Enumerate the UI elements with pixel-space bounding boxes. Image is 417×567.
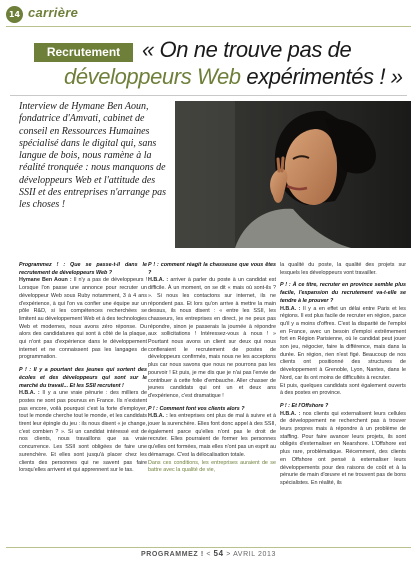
answer-4-continued: Dans ces conditions, les entreprises auraient de se battre avec la qualité de vie,: [148, 459, 276, 474]
answer-4: H.B.A. : les entreprises ont plus de mal à suivre et à jouer la surenchère. Elles font donc appel à des SSII, également parce qu'elles n'ont pas le droit de recruter. Elles pourraient de former les personnes qu'elles ont formées, mais elles n'ont pas un esprit au démarrage. C'est la délocalisation totale.: [148, 413, 276, 458]
intro-paragraph: Interview de Hymane Ben Aoun, fondatrice d'Amvati, cabinet de conseil en Ressources Humaines spécialisé dans le digital qui, sans langue de bois, nous ramène à la réalité tronquée : nous manquons de développeurs Web et l'attitude des SSII et des entreprises n'arrange pas les choses !: [19, 101, 167, 211]
answer-4-end: la qualité du poste, la qualité des projets sur lesquels les développeurs vont travailler.: [280, 262, 406, 276]
headline-line-1: « On ne trouve pas de: [142, 37, 352, 62]
headline-line-2: [64, 64, 403, 90]
headline-highlight: développeurs Web: [64, 64, 241, 89]
section-title: carrière: [28, 5, 79, 20]
portrait-illustration: [175, 101, 411, 248]
headline-rest: expérimentés ! »: [240, 64, 403, 89]
answer-2: H.B.A. : Il y a une vraie pénurie : des milliers de postes ne sont pas pourvus en France. Ils n'existent pas encore, voilà pourquoi c'est la forte d'employer, tout le monde cherche tout le monde, et les candidats tirent leur épingle du jeu : ils nous disent « je change, c'est combien ? ». Si un candidat intéressé est de nos clients, nous travaillons que sa vraie concurrence. Les SSII sont obligées de faire une surenchère. Et elles sont jusqu'à placer chez les clients des personnes qui ne savent pas faire lorsqu'elles arrivent et qui apprennent sur le tas.: [19, 390, 147, 474]
answer-5-continued: Et puis, quelques candidats sont également ouverts à des postes en province.: [280, 382, 406, 397]
page-number-badge: 14: [6, 6, 23, 23]
issue-date: AVRIL 2013: [233, 551, 277, 558]
question-2: P ! : Il y a pourtant des jeunes qui sortent des écoles et des développeurs qui sont sur le marché du travail... Et les SSII recrutent !: [19, 367, 147, 389]
question-4: P ! : Comment font vos clients alors ?: [148, 405, 245, 412]
answer-6: H.B.A. : nos clients qui externalisent leurs cellules de développement ne recherchent pas à trouver leurs propres mais à répondre à un problème de staffing. Pour faire avancer leurs projets, ils sont obligés d'externaliser en Nearshore. L'Offshore est plus rare, problématique. Récemment, des clients en Offshore ont pensé à externaliser leurs développements pour des raisons de coût et à la pénurie de main d'œuvre et ne trouvent pas de bons spécialistes. En réalité, ils: [280, 410, 406, 486]
category-tag: Recrutement: [34, 43, 133, 62]
answer-1: Hymane Ben Aoun : Il n'y a pas de développeurs ! Lorsque l'on passe une annonce pour recruter un développeur Web sous Ruby notamment, 3 à 4 ans d'expérience, à qui l'on va confier une équipe sur un pôle R&D, si les compétences recherchées se limitent au développement Web et à des technologies Web et modernes, nous avons zéro réponse. Ou alors des candidatures qui sont à côté de la plaque, qui n'ont pas d'expérience dans le développement internet et ne connaissent pas les langages de programmation.: [19, 277, 147, 361]
answer-3: H.B.A. : arriver à parler du poste à un candidat est difficile. À un moment, on se dit « mais où sont-ils ? ». Si nous les contactons sur internet, ils ne répondent pas. Et lors qu'on arrive à mettre la main dessus, ils nous disent : « entre les SSII, les chasseurs, les entreprises en direct, je ne peux pas répondre, sinon je passerais la journée à répondre aux sollicitations ! Intéressez-vous à nous ! » Pourtant nous avons un client sur deux qui nous confieraient le recrutement de postes de développeurs confirmés, mais nous ne les acceptons plus car nous savons que nous ne pourrons pas les pourvoir ! Et puis, je me dis que je n'ai pas l'envie de contribuer à cette folie d'embauche. Aller chasser de jeunes candidats qui ont un et deux ans d'expérience, c'est dramatique !: [148, 277, 276, 399]
article-column-1: [19, 262, 147, 475]
title-divider: [10, 95, 407, 96]
article-column-2: [148, 262, 276, 475]
question-5: P ! : À ce titre, recruter en province semble plus facile, l'expansion du recrutement va-t-elle se tendre à le prouver ?: [280, 282, 406, 304]
interview-photo: [175, 101, 411, 248]
question-1: Programmez ! : Que se passe-t-il dans le recrutement de développeurs Web ?: [19, 262, 147, 276]
question-3: P ! : comment réagit la chasseuse que vous êtes ?: [148, 262, 276, 276]
footer-divider: [6, 547, 411, 548]
question-6: P ! : Et l'Offshore ?: [280, 402, 329, 409]
magazine-name: PROGRAMMEZ !: [140, 551, 204, 558]
page-number: 54: [213, 549, 224, 558]
answer-5: H.B.A. : Il y a en effet un délai entre Paris et les régions. Il est plus facile de recruter en région, parce qu'il y a moins d'offres. C'est la disparité de l'emploi en France, avec un besoin d'emploi extrêmement fort en Région Parisienne, où le candidat peut jouer son jeu, négocier, faire la différence, mais dans la durée. En région, rien n'est figé. Beaucoup de nos clients ont positionné des structures de développement à Grenoble, Lyon, Nantes, dans le Nord, car ils ont moins de difficultés à recruter.: [280, 305, 407, 381]
article-column-3: [280, 262, 406, 488]
header-divider: [6, 26, 411, 27]
page-footer: PROGRAMMEZ ! < 54 > AVRIL 2013: [140, 549, 277, 558]
